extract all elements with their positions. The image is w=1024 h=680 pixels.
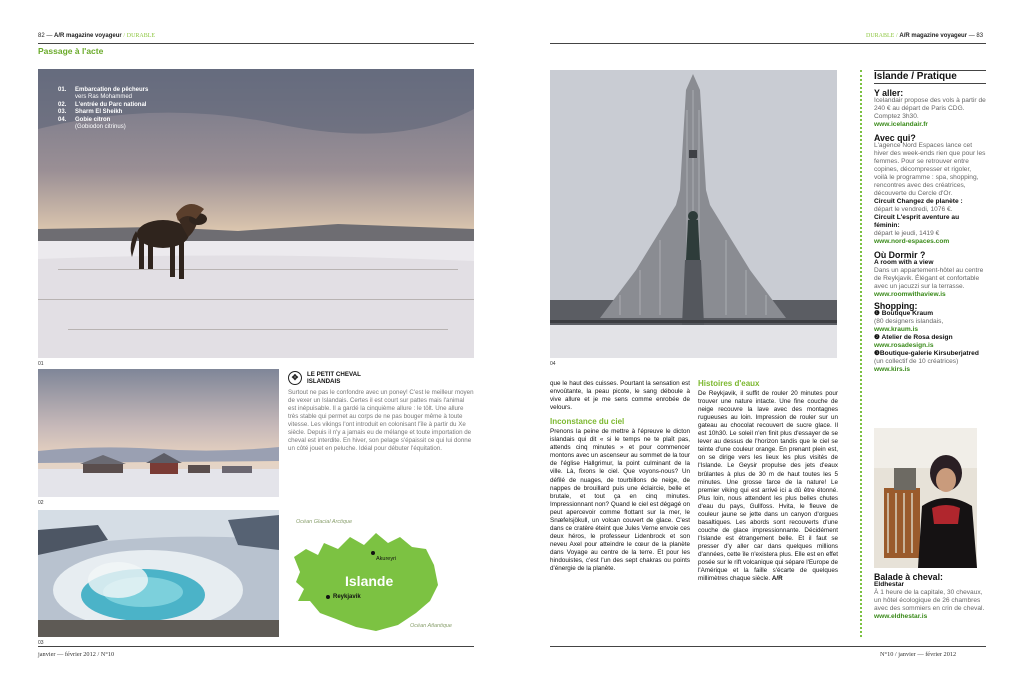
left-footer-rule — [38, 646, 474, 647]
right-dash: — — [968, 33, 975, 39]
left-running-head — [38, 33, 155, 39]
col1-paragraph-2: Prenons la peine de mettre à l'épreuve le dicton islandais qui dit « si le temps ne te plaît pas, attends cinq minutes » et pour commencer montons avec un ascenseur au sommet de la tour de l'église Hallgrimur, la point culminant de la ville. Là, fixons le ciel. Que voyons-nous? Un défilé de nuages, de tourbillons de neige, de nappes de brouillard puis une éclaircie, belle et brutale, et tout ça en cinq minutes. Impressionnant non? Quand le ciel est dégagé on peut apercevoir comme flottant sur la mer, le Snæfelsjökull, un volcan couvert de glace. C'est dans ce cratère éteint que Jules Verne envoie ces deux héros, le professeur Lidenbrock et son neveu Axel pour atteindre le cœur de la planète dans Voyage au centre de la terre. Et pour les hindouistes, c'est l'un des sept chakras ou points d'énergie de la planète. — [550, 428, 690, 573]
ocean-south-label: Océan Atlantique — [410, 623, 452, 629]
box-title: LE PETIT CHEVAL ISLANDAIS — [307, 371, 361, 385]
link-kraum[interactable]: www.kraum.is — [874, 326, 919, 333]
caption-4 — [58, 117, 148, 124]
caption-1-sub: vers Ras Mohammed — [75, 94, 133, 101]
sidebar-shop-1-text: (80 designers islandais, — [874, 318, 944, 325]
shop-3-number: ❸ — [874, 350, 880, 357]
sidebar-avec-heading: Avec qui? — [874, 133, 916, 143]
sidebar-balade-name: Eldhestar — [874, 581, 905, 588]
sidebar-y-aller-heading: Y aller: — [874, 88, 904, 98]
photo-captions — [58, 87, 148, 131]
map-country-label: Islande — [345, 573, 394, 589]
sidebar-circuit-2: Circuit L'esprit aventure au féminin: — [874, 214, 960, 229]
left-dash: — — [46, 33, 53, 39]
sidebar-shop-1 — [874, 310, 986, 318]
sidebar-shop-3 — [874, 350, 986, 358]
link-nord-espaces[interactable]: www.nord-espaces.com — [874, 238, 950, 245]
article-signature: A/R — [771, 575, 783, 583]
left-section: DURABLE — [126, 33, 156, 39]
horse-icon: ✥ — [288, 371, 302, 385]
box-text: Surtout ne pas le confondre avec un poney! C'est le meilleur moyen de vexer un Islandais. Certes il est court sur pattes mais l'animal est inépuisable. Il a gardé la cinquième allure : le tölt. Une allure très stable qui permet au corps de ne pas bouger même à toute vitesse. Les vikings l'ont introduit en colonisant l'île à partir du Xe siècle. Depuis il n'y a jamais eu de mélange et toute importation de cheval est interdite. En hiver, son pelage s'épaissit ce qui lui donne un côté jouet en peluche. Idéal pour débuter l'équitation. — [288, 389, 474, 452]
right-sep: / — [896, 33, 898, 39]
sidebar-shop-3-text: (un collectif de 10 créatrices) — [874, 358, 959, 365]
sidebar-dormir-name: A room with a view — [874, 259, 934, 266]
right-running-head — [866, 33, 983, 39]
caption-1-title: Embarcation de pêcheurs — [75, 87, 149, 93]
right-footer: N°10 / janvier — février 2012 — [880, 651, 957, 658]
caption-2-title: L'entrée du Parc national — [75, 101, 147, 108]
link-eldhestar[interactable]: www.eldhestar.is — [874, 613, 928, 620]
shop-2-number: ❷ — [874, 334, 880, 341]
shop-3-name: Boutique-galerie Kirsuberjatred — [879, 350, 979, 357]
sidebar-balade — [874, 573, 986, 621]
figure-label-02: 02 — [38, 500, 44, 506]
sidebar-balade-text: À 1 heure de la capitale, 30 chevaux, un hôtel écologique de 26 chambres avec des sommiers en crin de cheval. — [874, 589, 985, 612]
sidebar-dormir-heading: Où Dormir ? — [874, 250, 926, 260]
practical-sidebar — [874, 70, 986, 374]
col2-paragraph-1-text: De Reykjavik, il suffit de rouler 20 minutes pour trouver une nature intacte. Une fine couche de neige recouvre la lave avec des montagnes rugueuses au loin. Impression de rouler sur un gateau au chocolat recouvert de sucre glace. Il est 10h30. Le soleil n'en finit plus d'essayer de se lever au dessus de l'horizon tandis que le ciel se teinte d'une couleur orange. En prenant plein est, on se dirige vers les lieux les plus visités de l'Islande. Le Geysir propulse des jets d'eaux brûlantes à plus de 30 m de haut toutes les 5 minutes. Une grosse farce de la nature! Le premier viking qui est arrivé ici a dû être étonné. Plus loin, nous attendent les plus belles chutes d'eau du pays, Gullfoss. Hvita, le fleuve de couleur jaune se jette dans un canyon d'orgues basaltiques. Les abords sont recouverts d'une couche de glace impressionnante. Décidément l'Islande est étrangement belle. Et il faut se presser d'y aller car dans quelques millions d'années, cette île n'existera plus. Elle est en effet posée sur le rift volcanique qui sépare l'Europe de l'Amérique et la faille s'écarte de quelques millimètres chaque siècle. — [698, 390, 838, 583]
caption-3-title: Sharm El Sheikh — [75, 109, 123, 116]
caption-3-num: 03. — [58, 109, 67, 116]
left-page-number: 82 — [38, 33, 45, 39]
right-footer-rule — [550, 646, 986, 647]
photo-designer-woman — [874, 428, 977, 568]
figure-label-01: 01 — [38, 361, 44, 367]
link-rosadesign[interactable]: www.rosadesign.is — [874, 342, 934, 349]
col1-paragraph-1: que le haut des cuisses. Pourtant la sensation est envoûtante, la peau picote, le sang déboule à vive allure et je me sens comme enrobée de velours. — [550, 380, 690, 412]
shop-1-number: ❶ — [874, 310, 880, 317]
photo-geyser — [38, 510, 279, 637]
figure-label-03: 03 — [38, 640, 44, 646]
sidebar-title: Islande / Pratique — [874, 71, 957, 82]
left-sep: / — [123, 33, 126, 39]
shop-2-name: Atelier de Rosa design — [881, 334, 953, 341]
sidebar-circuit-1-detail: départ le vendredi, 1076 €. — [874, 206, 953, 213]
caption-1 — [58, 87, 148, 94]
link-roomwithaview[interactable]: www.roomwithaview.is — [874, 291, 946, 298]
article-column-1 — [550, 380, 690, 573]
caption-1-num: 01. — [58, 87, 67, 93]
sidebar-circuit-2-detail: départ le jeudi, 1419 € — [874, 230, 940, 237]
article-column-2 — [698, 380, 838, 583]
col1-subheading: Inconstance du ciel — [550, 417, 625, 427]
caption-4-num: 04. — [58, 116, 67, 123]
sidebar-shopping-heading: Shopping: — [874, 301, 918, 311]
right-page-number: 83 — [976, 33, 984, 39]
sidebar-dormir-text: Dans un appartement-hôtel au centre de Reykjavik. Élégant et confortable avec un jacuzzi sur la terrasse. — [874, 267, 984, 290]
link-icelandair[interactable]: www.icelandair.fr — [874, 121, 928, 128]
right-magazine-name: A/R magazine voyageur — [899, 33, 968, 39]
right-header-rule — [550, 43, 986, 44]
sidebar-balade-heading: Balade à cheval: — [874, 572, 943, 582]
caption-4-title: Gobie citron — [75, 116, 111, 123]
shop-1-name: Boutique Kraum — [881, 310, 934, 317]
map-city-akureyri: Akureyri — [376, 556, 397, 562]
left-magazine-name: A/R magazine voyageur — [54, 33, 122, 39]
ocean-north-label: Océan Glacial Arctique — [296, 519, 353, 525]
map-city-reykjavik: Reykjavik — [333, 594, 361, 600]
sidebar-title-rule — [874, 83, 986, 84]
caption-4-sub: (Gobiodon citrinus) — [75, 124, 126, 131]
link-kirs[interactable]: www.kirs.is — [874, 366, 911, 373]
rubric-title: Passage à l'acte — [38, 46, 104, 56]
left-footer: janvier — février 2012 / N°10 — [38, 651, 115, 658]
sidebar-circuit-1: Circuit Changez de planète : — [874, 198, 963, 205]
sidebar-shop-2 — [874, 334, 986, 342]
figure-label-04: 04 — [550, 361, 556, 367]
photo-farm — [38, 369, 279, 497]
sidebar-y-aller-text: Icelandair propose des vols à partir de 240 € au départ de Paris CDG. Comptez 3h30. — [874, 97, 986, 120]
caption-3 — [58, 109, 148, 116]
right-section: DURABLE — [866, 33, 895, 39]
col2-subheading: Histoires d'eaux — [698, 379, 760, 388]
sidebar-divider — [860, 70, 862, 637]
sidebar-avec-text: L'agence Nord Espaces lance cet hiver des week-ends rien que pour les femmes. Pour se retrouver entre copines, décompresser et rigoler, voilà le programme : spa, shopping, rencontres avec des créatrices, découverte du Cercle d'Or. — [874, 142, 986, 197]
photo-church — [550, 70, 837, 358]
left-header-rule — [38, 43, 474, 44]
caption-2-num: 02. — [58, 101, 67, 108]
col2-paragraph-1 — [698, 390, 838, 583]
caption-2 — [58, 102, 148, 109]
